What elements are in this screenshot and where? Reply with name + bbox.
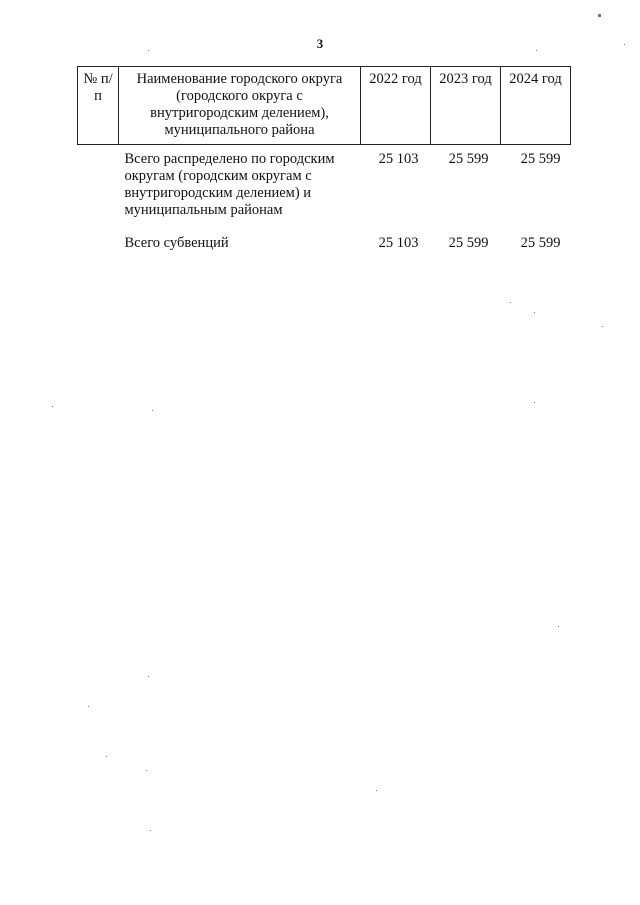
scan-speck bbox=[52, 406, 53, 407]
scan-speck bbox=[536, 50, 537, 51]
scan-speck bbox=[152, 410, 153, 411]
table-body bbox=[78, 145, 571, 253]
row-value-2022: 25 103 bbox=[378, 151, 419, 167]
scan-speck bbox=[598, 14, 601, 17]
row-number bbox=[78, 233, 119, 252]
row-value-2024: 25 599 bbox=[520, 151, 561, 167]
scan-speck bbox=[148, 676, 149, 677]
header-year-2024: 2024 год bbox=[501, 67, 571, 145]
scan-speck bbox=[534, 312, 535, 313]
row-value-2022: 25 103 bbox=[378, 235, 419, 251]
row-number bbox=[78, 145, 119, 234]
table-row-total-subventions bbox=[78, 233, 571, 252]
scan-speck bbox=[146, 770, 147, 771]
table-row-total-distributed bbox=[78, 145, 571, 234]
header-year-2022: 2022 год bbox=[361, 67, 431, 145]
scan-speck bbox=[150, 830, 151, 831]
row-name: Всего субвенций bbox=[124, 235, 229, 251]
row-value-2024: 25 599 bbox=[520, 235, 561, 251]
scan-speck bbox=[106, 756, 107, 757]
scan-speck bbox=[558, 626, 559, 627]
row-value-2023: 25 599 bbox=[448, 235, 489, 251]
header-year-2023: 2023 год bbox=[431, 67, 501, 145]
header-row bbox=[78, 67, 571, 145]
scan-speck bbox=[510, 302, 511, 303]
subvention-table bbox=[77, 66, 571, 252]
header-municipality-name: Наименование городского округа (городского округа с внутригородским делением), муниципального района bbox=[119, 67, 361, 145]
page-number: 3 bbox=[316, 36, 324, 51]
scan-speck bbox=[624, 44, 625, 45]
header-row-number: № п/п bbox=[78, 67, 119, 145]
scan-speck bbox=[534, 402, 535, 403]
scan-speck bbox=[376, 790, 377, 791]
row-value-2023: 25 599 bbox=[448, 151, 489, 167]
scan-speck bbox=[88, 706, 89, 707]
row-name: Всего распределено по городским округам (городским округам с внутригородским делением) и муниципальным районам bbox=[124, 151, 335, 218]
scan-speck bbox=[148, 50, 149, 51]
table-header bbox=[78, 67, 571, 145]
scan-speck bbox=[602, 326, 603, 327]
